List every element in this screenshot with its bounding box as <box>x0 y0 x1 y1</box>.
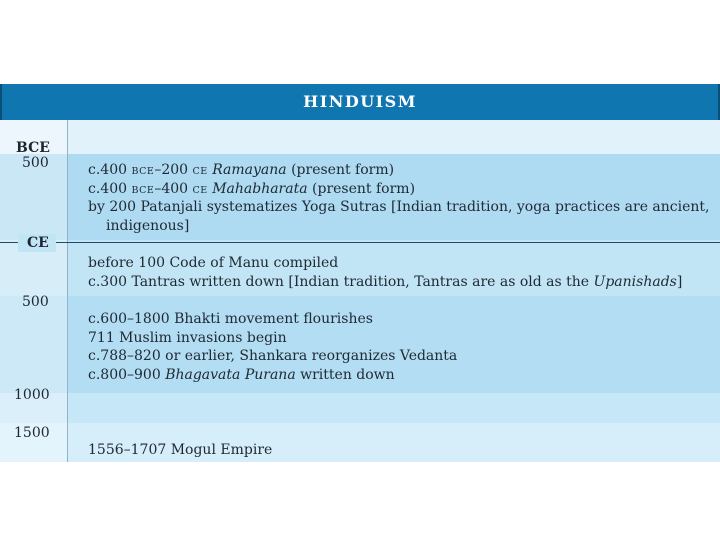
era-bce-label: BCE <box>16 140 50 156</box>
entry-code-of-manu: before 100 Code of Manu compiled <box>88 255 339 271</box>
year-column <box>0 120 68 462</box>
entry-mogul-empire: 1556–1707 Mogul Empire <box>88 442 273 458</box>
timeline-title: HINDUISM <box>303 92 417 111</box>
entry-ramayana: c.400 BCE–200 CE Ramayana (present form) <box>88 162 395 178</box>
entry-bhagavata-purana: c.800–900 Bhagavata Purana written down <box>88 366 395 383</box>
entry-yoga-sutras-cont: indigenous] <box>106 217 190 234</box>
entry-shankara: c.788–820 or earlier, Shankara reorganizes Vedanta <box>88 348 458 364</box>
band-top <box>0 120 720 154</box>
ce-divider-line <box>0 242 720 243</box>
year-1000: 1000 <box>14 387 50 403</box>
year-500-bce: 500 <box>22 155 49 171</box>
entry-yoga-sutras: by 200 Patanjali systematizes Yoga Sutras [Indian tradition, yoga practices are ancient, <box>88 199 710 215</box>
year-500-ce: 500 <box>22 294 49 310</box>
era-ce-label: CE <box>27 235 49 251</box>
band-1000 <box>0 393 720 423</box>
hinduism-timeline-panel <box>0 84 720 462</box>
column-divider <box>67 120 68 462</box>
entry-tantras: c.300 Tantras written down [Indian tradition, Tantras are as old as the Upanishads] <box>88 273 683 290</box>
entry-mahabharata: c.400 BCE–400 CE Mahabharata (present form) <box>88 180 416 197</box>
header-left-edge <box>0 84 2 120</box>
timeline-header <box>0 84 720 120</box>
entry-bhakti: c.600–1800 Bhakti movement flourishes <box>88 311 373 327</box>
year-1500: 1500 <box>14 425 50 441</box>
entry-muslim-invasions: 711 Muslim invasions begin <box>88 329 287 346</box>
